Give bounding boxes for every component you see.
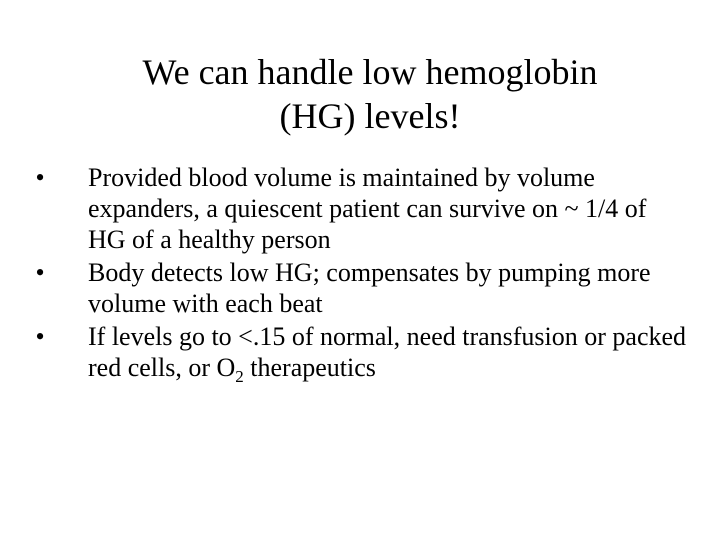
slide-title (60, 50, 680, 138)
bullet-text-3 (88, 322, 687, 386)
bullet-item-3 (30, 321, 690, 386)
bullet-marker: • (35, 163, 45, 192)
bullet-text-3-main: If levels go to <.15 of normal, need transfusion or packed red cells, or O (88, 322, 687, 382)
bullet-list (30, 162, 690, 385)
bullet-text-1: Provided blood volume is maintained by volume expanders, a quiescent patient can survive on ~ 1/4 of HG of a healthy person (88, 163, 647, 254)
oxygen-subscript: 2 (235, 367, 244, 386)
bullet-item-1 (30, 162, 690, 255)
slide-title-line-1: We can handle low hemoglobin (142, 52, 598, 92)
bullet-text-3-end: therapeutics (243, 353, 376, 382)
bullet-marker: • (35, 322, 45, 351)
bullet-marker: • (35, 258, 45, 287)
slide-title-line-2: (HG) levels! (279, 96, 461, 136)
bullet-text-2: Body detects low HG; compensates by pumping more volume with each beat (88, 258, 651, 318)
bullet-item-2 (30, 257, 690, 319)
